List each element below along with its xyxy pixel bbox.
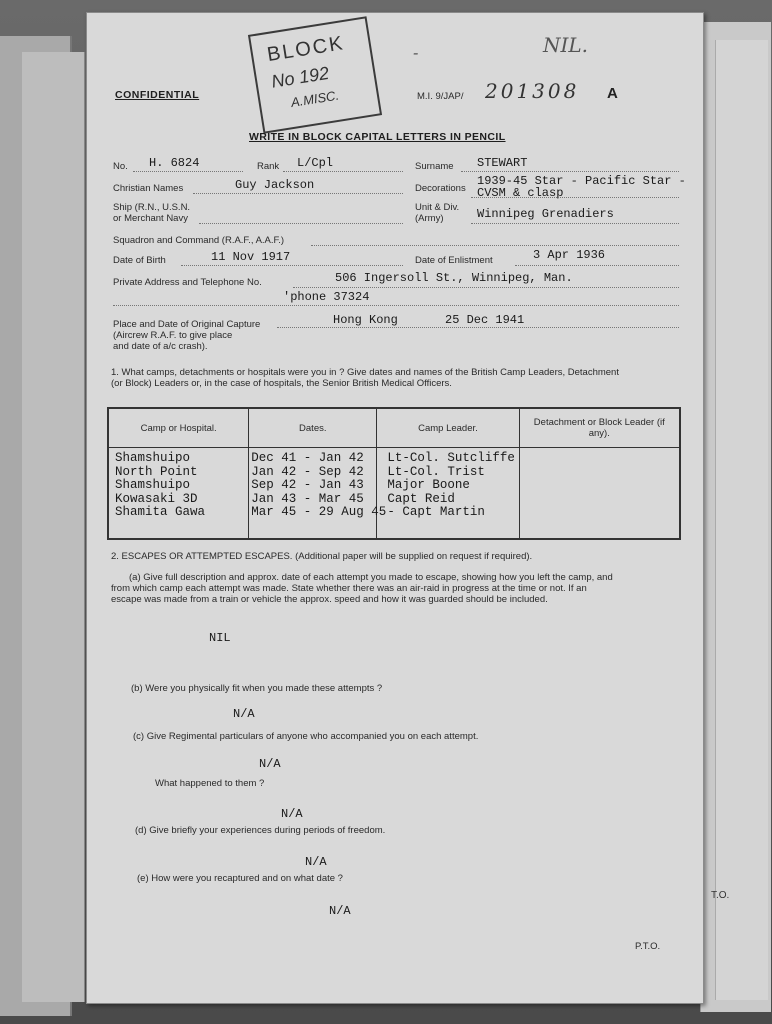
question-c: (c) Give Regimental particulars of anyone who accompanied you on each attempt. — [133, 731, 479, 742]
no-label: No. — [113, 161, 128, 172]
folder-pages — [22, 52, 85, 1002]
phone-value: 'phone 37324 — [283, 290, 370, 304]
stamp-line3: A.MISC. — [289, 87, 341, 110]
capture-date: 25 Dec 1941 — [445, 313, 525, 327]
question-b: (b) Were you physically fit when you made these attempts ? — [131, 683, 383, 694]
answer-c2: N/A — [281, 807, 303, 821]
decorations-value-line1: 1939-45 Star - Pacific Star - — [477, 174, 686, 188]
camps-table — [107, 407, 681, 540]
address-label: Private Address and Telephone No. — [113, 277, 262, 288]
detachment-column — [519, 448, 680, 540]
unit-label-1: Unit & Div. — [415, 202, 460, 213]
header-camp: Camp or Hospital. — [108, 408, 249, 448]
leader-cell: Lt-Col. Trist — [387, 464, 485, 479]
decorations-label: Decorations — [415, 183, 466, 194]
answer-d: N/A — [305, 855, 327, 869]
camp-cell: Shamita Gawa — [115, 505, 206, 519]
unit-label-2: (Army) — [415, 213, 444, 224]
leader-cell: - Capt Martin — [387, 505, 485, 519]
header-camp-leader: Camp Leader. — [377, 408, 519, 448]
question-c2: What happened to them ? — [155, 778, 265, 789]
dates-cell: Sep 42 - Jan 43 — [251, 478, 364, 492]
stamp-line2: No 192 — [269, 62, 331, 92]
stamp-line1: BLOCK — [265, 32, 346, 67]
squadron-label: Squadron and Command (R.A.F., A.A.F.) — [113, 235, 285, 246]
section1-text-line2: (or Block) Leaders or, in the case of hospitals, the Senior British Medical Officers. — [111, 378, 452, 389]
no-value: H. 6824 — [149, 156, 200, 170]
ship-label-1: Ship (R.N., U.S.N. — [113, 202, 191, 213]
section2a-line3: escape was made from a train or vehicle the approx. speed and how it was guarded should be included. — [111, 594, 548, 605]
camps-table-header — [108, 408, 680, 448]
christian-names-label: Christian Names — [113, 183, 184, 194]
dash-mark: - — [413, 43, 419, 62]
unit-value: Winnipeg Grenadiers — [477, 207, 614, 221]
section1-text-line1: 1. What camps, detachments or hospitals were you in ? Give dates and names of the British Camp Leaders, Detachment — [111, 367, 619, 378]
address-value: 506 Ingersoll St., Winnipeg, Man. — [335, 271, 573, 285]
questionnaire-page — [86, 12, 704, 1004]
rank-label: Rank — [257, 161, 280, 172]
question-e: (e) How were you recaptured and on what date ? — [137, 873, 343, 884]
section2-heading: 2. ESCAPES OR ATTEMPTED ESCAPES. (Additional paper will be supplied on request if required). — [111, 551, 533, 562]
decorations-value-line2: CVSM & clasp — [477, 186, 564, 200]
section2a-line2: from which camp each attempt was made. State whether there was an air-raid in progress at the time or not. If an — [111, 583, 587, 594]
answer-c: N/A — [259, 757, 281, 771]
header-dates: Dates. — [249, 408, 377, 448]
answer-e: N/A — [329, 904, 351, 918]
surname-label: Surname — [415, 161, 454, 172]
mi-ref-label: M.I. 9/JAP/ — [417, 91, 464, 102]
rank-value: L/Cpl — [297, 156, 334, 170]
capture-label-1: Place and Date of Original Capture — [113, 319, 261, 330]
block-stamp — [248, 16, 382, 134]
camp-cell: Shamshuipo — [115, 478, 191, 492]
dob-label: Date of Birth — [113, 255, 166, 266]
leader-column — [377, 448, 519, 540]
ship-label-2: or Merchant Navy — [113, 213, 188, 224]
leader-cell: Major Boone — [387, 478, 470, 492]
dates-column — [249, 448, 387, 540]
camp-cell: North Point — [115, 464, 198, 479]
dates-cell: Dec 41 - Jan 42 — [251, 451, 364, 465]
camp-column — [108, 448, 249, 540]
answer-a: NIL — [209, 631, 231, 645]
pto-label: P.T.O. — [635, 941, 661, 952]
camp-cell: Shamshuipo — [115, 451, 191, 465]
answer-b: N/A — [233, 707, 255, 721]
dates-cell: Mar 45 - 29 Aug 45 — [251, 505, 387, 519]
enlistment-value: 3 Apr 1936 — [533, 248, 606, 262]
mi-ref-number: 201308 — [485, 79, 580, 103]
mi-ref-suffix: A — [607, 85, 618, 102]
camp-cell: Kowasaki 3D — [115, 491, 198, 506]
capture-label-2: (Aircrew R.A.F. to give place — [113, 330, 233, 341]
camps-table-body — [108, 448, 680, 540]
question-d: (d) Give briefly your experiences during periods of freedom. — [135, 825, 386, 836]
confidential-label: CONFIDENTIAL — [115, 89, 200, 101]
capture-place: Hong Kong — [333, 313, 398, 327]
dates-cell: Jan 43 - Mar 45 — [251, 491, 364, 506]
paper-stack-inner — [715, 40, 768, 1000]
pto-behind: T.O. — [711, 890, 730, 901]
dates-cell: Jan 42 - Sep 42 — [251, 464, 364, 479]
instruction-heading: WRITE IN BLOCK CAPITAL LETTERS IN PENCIL — [249, 131, 506, 143]
section2a-line1: (a) Give full description and approx. date of each attempt you made to escape, showing how you left the camp, and — [129, 572, 613, 583]
surname-value: STEWART — [477, 156, 528, 170]
leader-cell: Lt-Col. Sutcliffe — [387, 451, 515, 465]
enlistment-label: Date of Enlistment — [415, 255, 493, 266]
dob-value: 11 Nov 1917 — [211, 250, 291, 264]
nil-note: NIL. — [543, 33, 589, 57]
header-detachment-leader: Detachment or Block Leader (if any). — [519, 408, 680, 448]
leader-cell: Capt Reid — [387, 491, 455, 506]
christian-names-value: Guy Jackson — [235, 178, 315, 192]
capture-label-3: and date of a/c crash). — [113, 341, 208, 352]
